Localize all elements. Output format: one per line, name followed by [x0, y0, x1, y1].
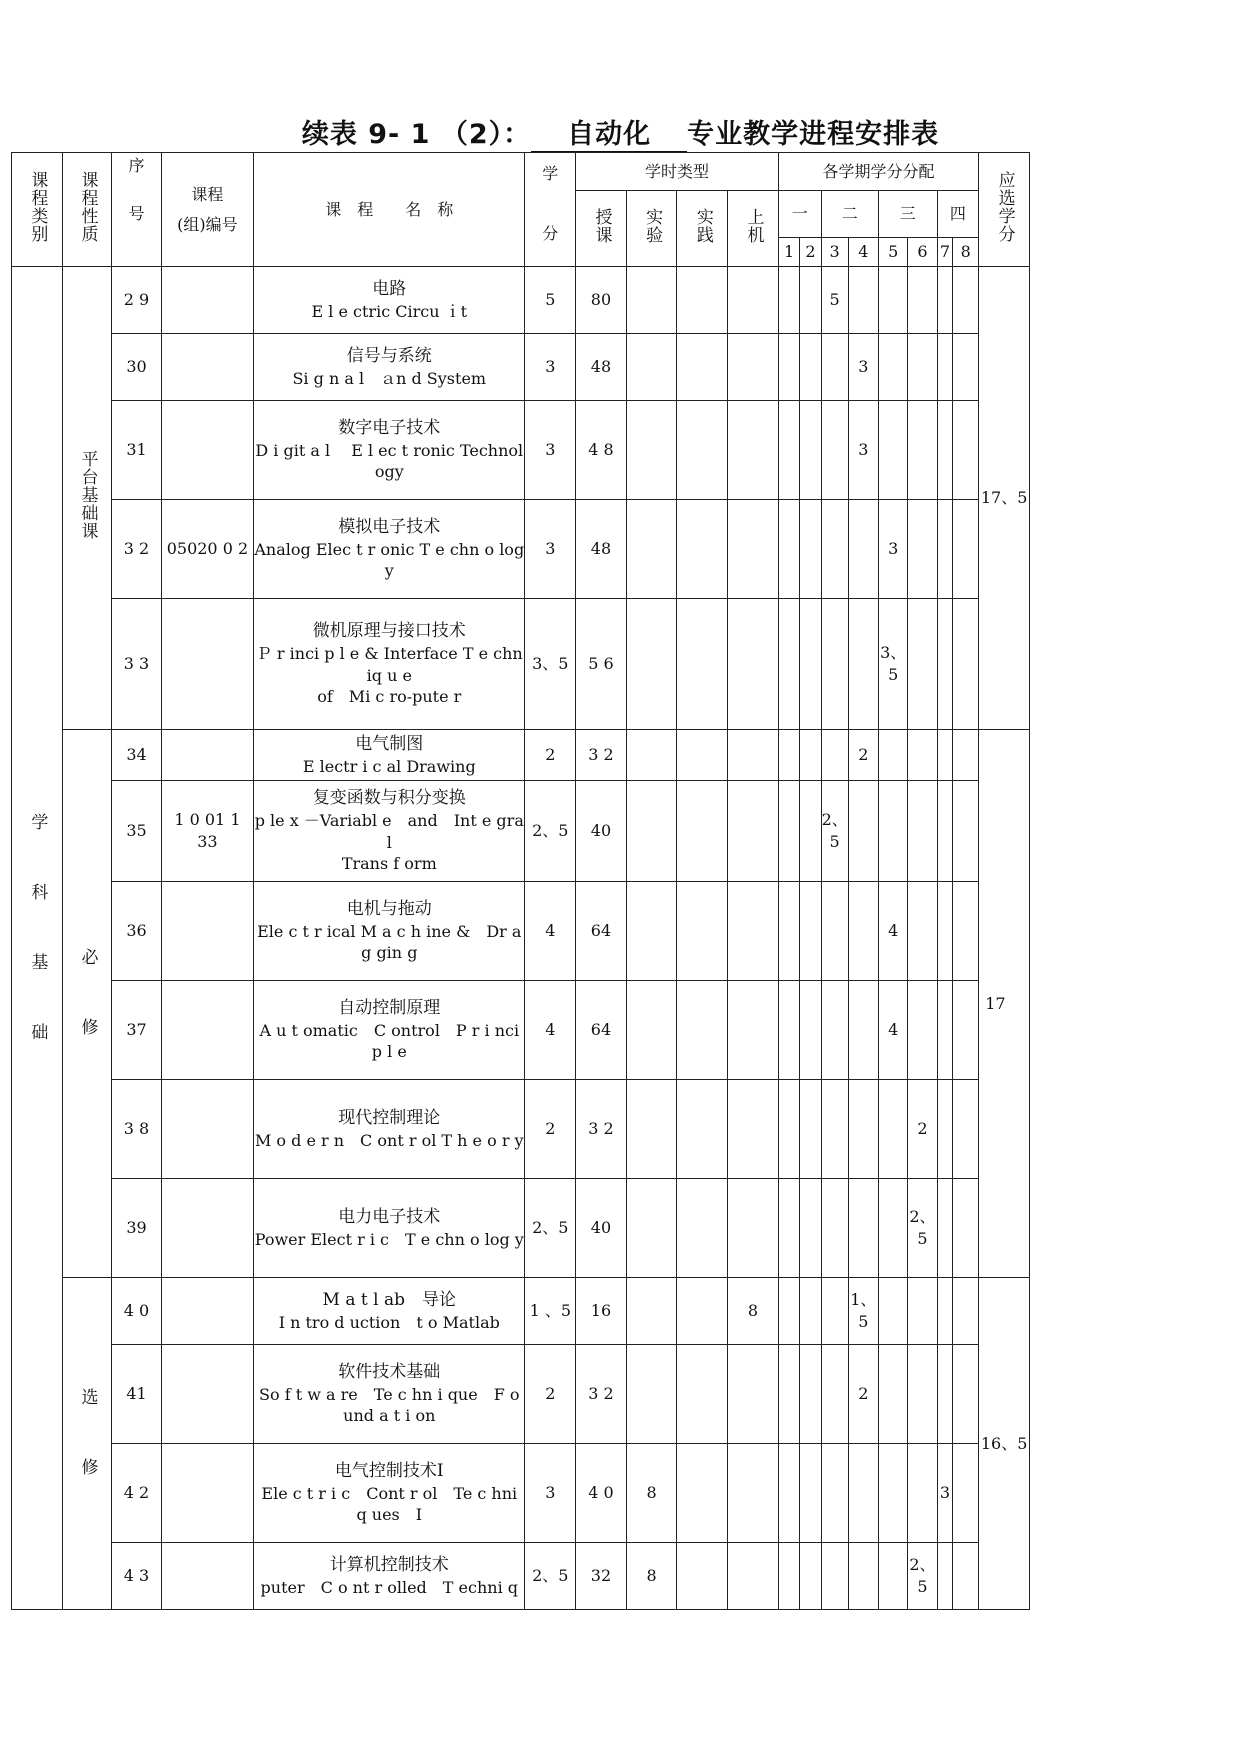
sem3-cell [821, 599, 848, 730]
sem4-cell [848, 599, 878, 730]
sem7-cell [937, 401, 953, 500]
sem5-cell [879, 1179, 908, 1278]
sem6-cell [908, 1278, 937, 1345]
sem3-cell [821, 1543, 848, 1610]
course-name-cell: 模拟电子技术 Analog Elec t r onic T e chn o logy [254, 500, 525, 599]
lab-cell [626, 781, 677, 882]
sem7-cell [937, 882, 953, 981]
sem5-cell [879, 334, 908, 401]
sem7-cell [937, 267, 953, 334]
lab-cell [626, 500, 677, 599]
header-sem-3: 3 [821, 238, 848, 267]
sem3-cell: 5 [821, 267, 848, 334]
sem6-cell [908, 500, 937, 599]
credit-cell: 3 [525, 500, 576, 599]
sem1-cell [778, 781, 799, 882]
lecture-cell: 3 2 [576, 730, 627, 781]
header-year1: 一 [778, 191, 821, 238]
sem7-cell [937, 1179, 953, 1278]
seq-cell: 3 2 [112, 500, 162, 599]
sem7-cell: 3 [937, 1444, 953, 1543]
sem2-cell [800, 1080, 821, 1179]
code-cell: 05020 0 2 [161, 500, 253, 599]
sem1-cell [778, 1345, 799, 1444]
code-cell [161, 1543, 253, 1610]
code-cell [161, 882, 253, 981]
code-cell [161, 1080, 253, 1179]
seq-cell: 3 8 [112, 1080, 162, 1179]
sem8-cell [953, 267, 979, 334]
sem5-cell [879, 781, 908, 882]
credit-cell: 2 [525, 1345, 576, 1444]
course-name-cell: 自动控制原理 A u t omatic C ontrol P r i nci p l e [254, 981, 525, 1080]
lab-cell [626, 730, 677, 781]
sem8-cell [953, 882, 979, 981]
header-lab: 实验 [626, 191, 677, 267]
practice-cell [677, 981, 728, 1080]
sem7-cell [937, 334, 953, 401]
table-row [12, 882, 1030, 981]
sem2-cell [800, 730, 821, 781]
sem8-cell [953, 1278, 979, 1345]
lecture-cell: 40 [576, 781, 627, 882]
required-elective-credit: 17 [979, 730, 1030, 1278]
sem3-cell [821, 1345, 848, 1444]
header-elective-credit: 应选学分 [979, 153, 1030, 267]
table-row [12, 1179, 1030, 1278]
seq-cell: 3 3 [112, 599, 162, 730]
sem2-cell [800, 1444, 821, 1543]
computer-cell [728, 1444, 779, 1543]
sem5-cell [879, 1278, 908, 1345]
header-nature: 课程性质 [62, 153, 112, 267]
sem1-cell [778, 1278, 799, 1345]
table-row [12, 401, 1030, 500]
sem2-cell [800, 267, 821, 334]
sem2-cell [800, 981, 821, 1080]
sem6-cell [908, 334, 937, 401]
sem7-cell [937, 1345, 953, 1444]
page-title [0, 112, 1241, 152]
table-row [12, 1345, 1030, 1444]
sem4-cell [848, 1543, 878, 1610]
sem4-cell [848, 500, 878, 599]
sem5-cell [879, 1345, 908, 1444]
sem8-cell [953, 730, 979, 781]
sem8-cell [953, 500, 979, 599]
sem7-cell [937, 1080, 953, 1179]
sem1-cell [778, 267, 799, 334]
sem4-cell [848, 1179, 878, 1278]
course-name-cell: 电气制图 E lectr i c al Drawing [254, 730, 525, 781]
header-year4: 四 [937, 191, 979, 238]
credit-cell: 2、5 [525, 1179, 576, 1278]
sem6-cell [908, 730, 937, 781]
sem3-cell [821, 334, 848, 401]
sem5-cell: 4 [879, 882, 908, 981]
practice-cell [677, 882, 728, 981]
lab-cell [626, 267, 677, 334]
seq-cell: 37 [112, 981, 162, 1080]
table-row [12, 1080, 1030, 1179]
lecture-cell: 4 8 [576, 401, 627, 500]
nature-elective: 选 修 [62, 1278, 112, 1610]
code-cell [161, 267, 253, 334]
code-cell [161, 730, 253, 781]
code-cell [161, 1179, 253, 1278]
sem2-cell [800, 882, 821, 981]
computer-cell [728, 1345, 779, 1444]
credit-cell: 1 、5 [525, 1278, 576, 1345]
practice-cell [677, 1278, 728, 1345]
sem6-cell [908, 1444, 937, 1543]
course-name-cell: 复变函数与积分变换 p le x －Variabl e and Int e gra l Trans f orm [254, 781, 525, 882]
sem4-cell: 3 [848, 334, 878, 401]
seq-cell: 30 [112, 334, 162, 401]
practice-cell [677, 1543, 728, 1610]
sem4-cell [848, 781, 878, 882]
seq-cell: 4 2 [112, 1444, 162, 1543]
sem6-cell [908, 401, 937, 500]
course-name-cell: 电气控制技术Ⅰ Ele c t r i c Cont r ol Te c hni q ues Ⅰ [254, 1444, 525, 1543]
sem1-cell [778, 1179, 799, 1278]
computer-cell [728, 730, 779, 781]
lab-cell: 8 [626, 1444, 677, 1543]
practice-cell [677, 1345, 728, 1444]
practice-cell [677, 1179, 728, 1278]
sem7-cell [937, 599, 953, 730]
lecture-cell: 4 0 [576, 1444, 627, 1543]
credit-cell: 2、5 [525, 1543, 576, 1610]
table-row [12, 599, 1030, 730]
sem2-cell [800, 599, 821, 730]
sem8-cell [953, 401, 979, 500]
header-sem-2: 2 [800, 238, 821, 267]
lab-cell [626, 1278, 677, 1345]
sem5-cell: 3、 5 [879, 599, 908, 730]
seq-cell: 35 [112, 781, 162, 882]
header-credit: 学 分 [525, 153, 576, 267]
lecture-cell: 16 [576, 1278, 627, 1345]
sem7-cell [937, 981, 953, 1080]
header-semester-dist: 各学期学分分配 [778, 153, 978, 191]
sem5-cell [879, 1444, 908, 1543]
sem7-cell [937, 1278, 953, 1345]
lecture-cell: 32 [576, 1543, 627, 1610]
sem6-cell [908, 882, 937, 981]
credit-cell: 5 [525, 267, 576, 334]
sem1-cell [778, 334, 799, 401]
table-row [12, 1278, 1030, 1345]
practice-cell [677, 730, 728, 781]
computer-cell [728, 981, 779, 1080]
sem3-cell [821, 401, 848, 500]
sem1-cell [778, 401, 799, 500]
computer-cell [728, 1080, 779, 1179]
sem2-cell [800, 1278, 821, 1345]
sem1-cell [778, 730, 799, 781]
lab-cell [626, 599, 677, 730]
header-sem-7: 7 [937, 238, 953, 267]
header-practice: 实践 [677, 191, 728, 267]
code-cell [161, 1345, 253, 1444]
sem4-cell [848, 882, 878, 981]
header-lecture: 授课 [576, 191, 627, 267]
table-row [12, 1444, 1030, 1543]
computer-cell [728, 1543, 779, 1610]
computer-cell [728, 599, 779, 730]
lab-cell [626, 1080, 677, 1179]
course-name-cell: 电力电子技术 Power Elect r i c T e chn o log y [254, 1179, 525, 1278]
lab-cell [626, 401, 677, 500]
sem3-cell [821, 981, 848, 1080]
credit-cell: 4 [525, 882, 576, 981]
sem6-cell: 2、 5 [908, 1543, 937, 1610]
table-row [12, 267, 1030, 334]
table-row [12, 730, 1030, 781]
course-name-cell: 软件技术基础 So f t w a re Te c hn i que F ound a t i on [254, 1345, 525, 1444]
header-sem-8: 8 [953, 238, 979, 267]
credit-cell: 2 [525, 1080, 576, 1179]
lecture-cell: 3 2 [576, 1345, 627, 1444]
computer-cell [728, 401, 779, 500]
sem2-cell [800, 500, 821, 599]
computer-cell [728, 781, 779, 882]
sem3-cell [821, 1179, 848, 1278]
seq-cell: 41 [112, 1345, 162, 1444]
sem6-cell [908, 267, 937, 334]
sem5-cell [879, 267, 908, 334]
sem3-cell [821, 1444, 848, 1543]
sem7-cell [937, 500, 953, 599]
practice-cell [677, 1444, 728, 1543]
computer-cell [728, 1179, 779, 1278]
header-course-name: 课 程 名 称 [254, 153, 525, 267]
table-row [12, 1543, 1030, 1610]
code-cell [161, 599, 253, 730]
computer-cell: 8 [728, 1278, 779, 1345]
lab-cell: 8 [626, 1543, 677, 1610]
code-cell [161, 1444, 253, 1543]
lecture-cell: 64 [576, 882, 627, 981]
table-row [12, 500, 1030, 599]
practice-cell [677, 781, 728, 882]
code-cell [161, 1278, 253, 1345]
code-cell [161, 401, 253, 500]
header-sem-5: 5 [879, 238, 908, 267]
lab-cell [626, 882, 677, 981]
credit-cell: 2 [525, 730, 576, 781]
course-name-cell: 现代控制理论 M o d e r n C ont r ol T h e o r y [254, 1080, 525, 1179]
sem2-cell [800, 781, 821, 882]
sem8-cell [953, 1179, 979, 1278]
sem6-cell [908, 781, 937, 882]
credit-cell: 3、5 [525, 599, 576, 730]
sem8-cell [953, 1080, 979, 1179]
sem1-cell [778, 882, 799, 981]
sem4-cell: 1、 5 [848, 1278, 878, 1345]
sem3-cell [821, 730, 848, 781]
sem8-cell [953, 599, 979, 730]
lab-cell [626, 1345, 677, 1444]
sem4-cell: 2 [848, 730, 878, 781]
sem8-cell [953, 1345, 979, 1444]
lecture-cell: 48 [576, 500, 627, 599]
credit-cell: 4 [525, 981, 576, 1080]
sem6-cell [908, 599, 937, 730]
sem5-cell [879, 1543, 908, 1610]
sem1-cell [778, 1444, 799, 1543]
course-name-cell: M a t l ab 导论 I n tro d uction t o Matlab [254, 1278, 525, 1345]
lecture-cell: 80 [576, 267, 627, 334]
sem1-cell [778, 1543, 799, 1610]
code-cell [161, 981, 253, 1080]
sem5-cell [879, 401, 908, 500]
seq-cell: 31 [112, 401, 162, 500]
sem5-cell: 3 [879, 500, 908, 599]
course-name-cell: 微机原理与接口技术 Ｐ r inci p l e & Interface T e chniq u e of Mi c ro-pute r [254, 599, 525, 730]
credit-cell: 3 [525, 401, 576, 500]
sem1-cell [778, 599, 799, 730]
sem7-cell [937, 730, 953, 781]
sem1-cell [778, 981, 799, 1080]
seq-cell: 34 [112, 730, 162, 781]
course-name-cell: 信号与系统 Si g n a l ａn d System [254, 334, 525, 401]
sem8-cell [953, 1444, 979, 1543]
practice-cell [677, 1080, 728, 1179]
computer-cell [728, 267, 779, 334]
computer-cell [728, 500, 779, 599]
sem5-cell: 4 [879, 981, 908, 1080]
table-row [12, 334, 1030, 401]
seq-cell: 4 3 [112, 1543, 162, 1610]
course-name-cell: 数字电子技术 D i git a l E l ec t ronic Technology [254, 401, 525, 500]
lab-cell [626, 1179, 677, 1278]
sem1-cell [778, 500, 799, 599]
header-code: 课程 (组)编号 [161, 153, 253, 267]
table-row [12, 981, 1030, 1080]
sem6-cell [908, 1345, 937, 1444]
sem1-cell [778, 1080, 799, 1179]
header-sem-4: 4 [848, 238, 878, 267]
practice-cell [677, 401, 728, 500]
sem4-cell [848, 1080, 878, 1179]
sem3-cell [821, 1278, 848, 1345]
sem7-cell [937, 1543, 953, 1610]
curriculum-table [11, 152, 1030, 1610]
seq-cell: 36 [112, 882, 162, 981]
sem3-cell [821, 500, 848, 599]
header-year2: 二 [821, 191, 878, 238]
sem2-cell [800, 334, 821, 401]
lecture-cell: 3 2 [576, 1080, 627, 1179]
sem6-cell: 2、 5 [908, 1179, 937, 1278]
header-hours-type: 学时类型 [576, 153, 779, 191]
category-cell: 学 科 基 础 [12, 267, 63, 1610]
sem4-cell: 3 [848, 401, 878, 500]
header-sem-6: 6 [908, 238, 937, 267]
elective-group-credit: 16、5 [979, 1278, 1030, 1610]
sem4-cell [848, 981, 878, 1080]
sem4-cell [848, 267, 878, 334]
title-prefix: 续表 9- 1 （2）： [301, 119, 532, 150]
sem5-cell [879, 1080, 908, 1179]
header-sem-1: 1 [778, 238, 799, 267]
sem4-cell [848, 1444, 878, 1543]
sem8-cell [953, 334, 979, 401]
course-name-cell: 电路 E l e ctric Circu ｉt [254, 267, 525, 334]
practice-cell [677, 334, 728, 401]
title-suffix: 专业教学进程安排表 [687, 119, 940, 150]
sem8-cell [953, 781, 979, 882]
lecture-cell: 64 [576, 981, 627, 1080]
computer-cell [728, 882, 779, 981]
lab-cell [626, 981, 677, 1080]
code-cell: 1 0 01 1 33 [161, 781, 253, 882]
table-row [12, 781, 1030, 882]
sem6-cell [908, 981, 937, 1080]
seq-cell: 4 0 [112, 1278, 162, 1345]
sem2-cell [800, 1179, 821, 1278]
sem2-cell [800, 1345, 821, 1444]
lecture-cell: 5 6 [576, 599, 627, 730]
seq-cell: 2 9 [112, 267, 162, 334]
lecture-cell: 48 [576, 334, 627, 401]
header-category: 课程类别 [12, 153, 63, 267]
credit-cell: 3 [525, 1444, 576, 1543]
header-computer: 上机 [728, 191, 779, 267]
practice-cell [677, 267, 728, 334]
header-year3: 三 [879, 191, 938, 238]
sem5-cell [879, 730, 908, 781]
sem3-cell [821, 1080, 848, 1179]
lecture-cell: 40 [576, 1179, 627, 1278]
course-name-cell: 电机与拖动 Ele c t r ical M a c h ine & Dr a g gin g [254, 882, 525, 981]
sem4-cell: 2 [848, 1345, 878, 1444]
sem6-cell: 2 [908, 1080, 937, 1179]
practice-cell [677, 599, 728, 730]
sem3-cell [821, 882, 848, 981]
nature-required: 必 修 [62, 730, 112, 1278]
header-seq: 序 号 [112, 153, 162, 267]
course-name-cell: 计算机控制技术 puter C o nt r olled T echni q [254, 1543, 525, 1610]
title-major: 自动化 [531, 112, 687, 153]
seq-cell: 39 [112, 1179, 162, 1278]
sem2-cell [800, 1543, 821, 1610]
sem7-cell [937, 781, 953, 882]
sem2-cell [800, 401, 821, 500]
platform-elective-credit: 17、5 [979, 267, 1030, 730]
code-cell [161, 334, 253, 401]
sem3-cell: 2、 5 [821, 781, 848, 882]
sem8-cell [953, 1543, 979, 1610]
lab-cell [626, 334, 677, 401]
nature-platform: 平台基础课 [62, 267, 112, 730]
credit-cell: 3 [525, 334, 576, 401]
credit-cell: 2、5 [525, 781, 576, 882]
practice-cell [677, 500, 728, 599]
computer-cell [728, 334, 779, 401]
sem8-cell [953, 981, 979, 1080]
